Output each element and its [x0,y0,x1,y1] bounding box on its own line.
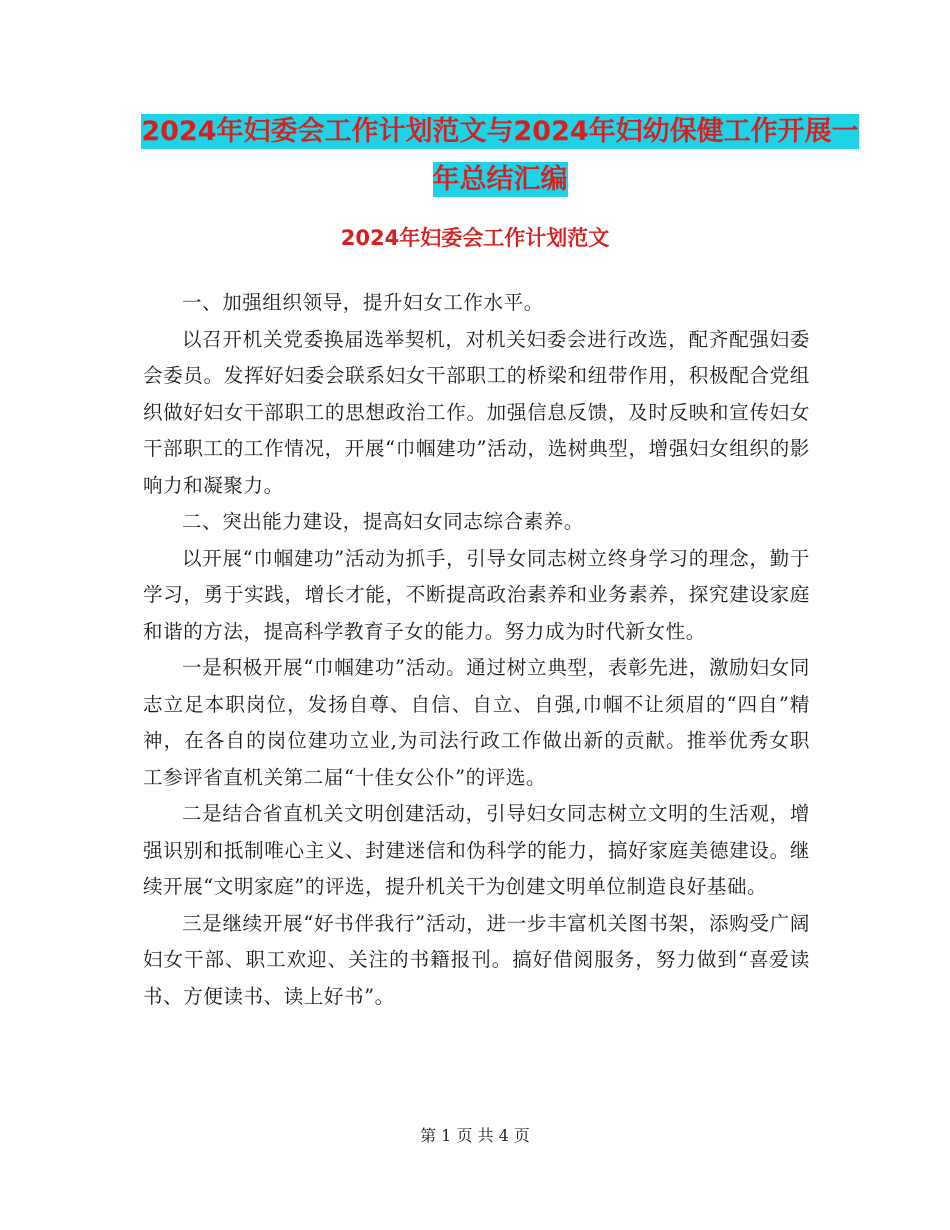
body-paragraph: 二是结合省直机关文明创建活动，引导妇女同志树立文明的生活观，增强识别和抵制唯心主义、封建迷信和伪科学的能力，搞好家庭美德建设。继续开展“文明家庭”的评选，提升机关干为创建文明单位制造良好基础。 [143,802,810,898]
body-paragraph: 一是积极开展“巾帼建功”活动。通过树立典型，表彰先进，激励妇女同志立足本职岗位，发扬自尊、自信、自立、自强,巾帼不让须眉的“四自”精神，在各自的岗位建功立业,为司法行政工作做出新的贡献。推举优秀女职工参评省直机关第二届“十佳女公仆”的评选。 [143,656,810,789]
page-footer [0,1124,950,1148]
body-paragraph: 以开展“巾帼建功”活动为抓手，引导女同志树立终身学习的理念，勤于学习，勇于实践，增长才能，不断提高政治素养和业务素养，探究建设家庭和谐的方法，提高科学教育子女的能力。努力成为时代新女性。 [143,546,810,643]
heading-paragraph-2: 二、突出能力建设，提高妇女同志综合素养。 [182,510,585,533]
heading-paragraph-1: 一、加强组织领导，提升妇女工作水平。 [182,291,544,314]
document-body [143,285,810,1015]
document-title-text: 2024年妇委会工作计划范文与2024年妇幼保健工作开展一年总结汇编 [141,116,859,195]
body-paragraph: 以召开机关党委换届选举契机，对机关妇委会进行改选，配齐配强妇委会委员。发挥好妇委会联系妇女干部职工的桥梁和纽带作用，积极配合党组织做好妇女干部职工的思想政治工作。加强信息反馈，及时反映和宣传妇女干部职工的工作情况，开展“巾帼建功”活动，选树典型，增强妇女组织的影响力和凝聚力。 [143,327,810,497]
document-title [140,108,860,204]
body-paragraph: 三是继续开展“好书伴我行”活动，进一步丰富机关图书架，添购受广阔妇女干部、职工欢迎、关注的书籍报刊。搞好借阅服务，努力做到“喜爱读书、方便读书、读上好书”。 [143,911,810,1008]
section-title: 2024年妇委会工作计划范文 [340,226,610,250]
page-number-label: 第 1 页 共 4 页 [420,1126,530,1145]
